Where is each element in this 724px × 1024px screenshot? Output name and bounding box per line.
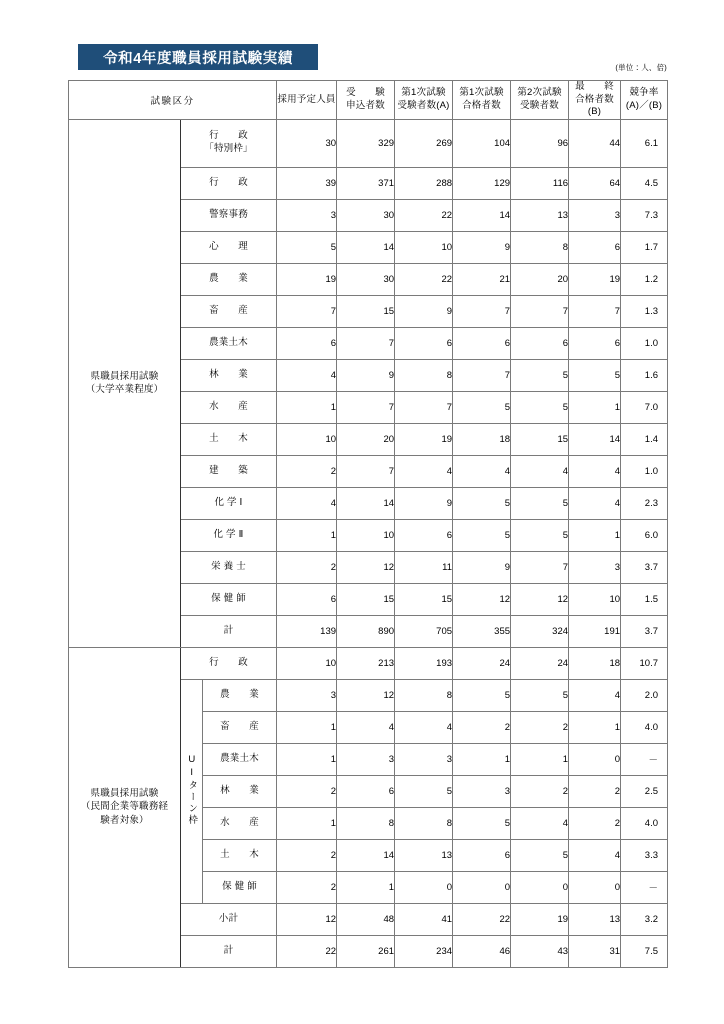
cell-planned: 10 (277, 647, 337, 679)
cell-applicants: 3 (337, 743, 395, 775)
table-header-row (69, 81, 668, 120)
group-label-line1: 県職員採用試験 (90, 370, 159, 382)
cell-first-exam-pass: 9 (453, 231, 511, 263)
cell-first-exam-pass: 1 (453, 743, 511, 775)
cell-planned: 5 (277, 231, 337, 263)
page-title: 令和4年度職員採用試験実績 (78, 44, 318, 70)
group-label-experienced (69, 647, 181, 967)
header-first-exam-takers (395, 81, 453, 120)
cell-second-exam-takers: 2 (511, 711, 569, 743)
cell-first-exam-pass: 5 (453, 807, 511, 839)
cell-first-exam-takers: 5 (395, 775, 453, 807)
cell-first-exam-pass: 355 (453, 615, 511, 647)
cell-second-exam-takers: 43 (511, 935, 569, 967)
cell-first-exam-takers: 288 (395, 167, 453, 199)
cell-category-label (181, 423, 277, 455)
cell-first-exam-takers: 10 (395, 231, 453, 263)
cell-competition-rate: 4.0 (621, 711, 668, 743)
cell-final-pass: 2 (569, 775, 621, 807)
cell-applicants: 48 (337, 903, 395, 935)
cell-second-exam-takers: 20 (511, 263, 569, 295)
cell-planned: 39 (277, 167, 337, 199)
cell-applicants: 371 (337, 167, 395, 199)
cell-second-exam-takers: 12 (511, 583, 569, 615)
cell-first-exam-pass: 24 (453, 647, 511, 679)
cell-category-label (181, 455, 277, 487)
cell-category-label (181, 327, 277, 359)
cell-planned: 6 (277, 583, 337, 615)
cell-category-label (181, 615, 277, 647)
header-rate-line2: (A)／(B) (625, 99, 663, 111)
cell-first-exam-takers: 193 (395, 647, 453, 679)
cell-second-exam-takers: 96 (511, 119, 569, 167)
cell-final-pass: 4 (569, 455, 621, 487)
cell-competition-rate: 2.3 (621, 487, 668, 519)
cell-category-label (181, 119, 277, 167)
cell-first-exam-takers: 3 (395, 743, 453, 775)
group-label-university (69, 119, 181, 647)
cell-first-exam-pass: 21 (453, 263, 511, 295)
cell-first-exam-takers: 4 (395, 711, 453, 743)
cell-category-label (181, 519, 277, 551)
header-first-takers-line2: 受験者数(A) (397, 99, 450, 111)
cell-category-label (181, 263, 277, 295)
category-label-line1: 警察事務 (209, 208, 248, 220)
category-label-line1: 農 業 (209, 272, 248, 284)
cell-applicants: 20 (337, 423, 395, 455)
cell-subtotal-label: 小計 (181, 903, 277, 935)
cell-second-exam-takers: 19 (511, 903, 569, 935)
cell-second-exam-takers: 5 (511, 359, 569, 391)
cell-first-exam-takers: 22 (395, 263, 453, 295)
uturn-vertical-label (181, 679, 203, 903)
cell-second-exam-takers: 5 (511, 839, 569, 871)
cell-planned: 2 (277, 839, 337, 871)
cell-planned: 1 (277, 391, 337, 423)
unit-note: (単位：人、倍) (615, 63, 667, 72)
cell-first-exam-takers: 269 (395, 119, 453, 167)
cell-first-exam-takers: 234 (395, 935, 453, 967)
cell-first-exam-pass: 129 (453, 167, 511, 199)
cell-applicants: 14 (337, 487, 395, 519)
cell-planned: 19 (277, 263, 337, 295)
group-label-line3: 験者対象） (100, 814, 149, 826)
cell-category-label (181, 199, 277, 231)
cell-planned: 6 (277, 327, 337, 359)
category-label-line2: 「特別枠」 (204, 143, 253, 155)
cell-first-exam-takers: 22 (395, 199, 453, 231)
cell-first-exam-pass: 14 (453, 199, 511, 231)
cell-final-pass: 3 (569, 199, 621, 231)
category-label-line1: 栄 養 士 (211, 560, 246, 572)
cell-second-exam-takers: 6 (511, 327, 569, 359)
cell-competition-rate: 7.3 (621, 199, 668, 231)
cell-final-pass: 4 (569, 679, 621, 711)
cell-planned: 2 (277, 775, 337, 807)
group-label-line1: 県職員採用試験 (90, 787, 159, 799)
category-label-line1: 水 産 (209, 400, 248, 412)
cell-final-pass: 13 (569, 903, 621, 935)
cell-planned: 4 (277, 359, 337, 391)
cell-category-label (181, 583, 277, 615)
category-label-line1: 林 業 (209, 368, 248, 380)
cell-category-label: 保 健 師 (203, 871, 277, 903)
header-final-pass (569, 81, 621, 120)
table-row (69, 119, 668, 167)
cell-first-exam-takers: 705 (395, 615, 453, 647)
cell-category-label: 農 業 (203, 679, 277, 711)
cell-applicants: 14 (337, 839, 395, 871)
cell-planned: 3 (277, 199, 337, 231)
cell-planned: 3 (277, 679, 337, 711)
cell-applicants: 329 (337, 119, 395, 167)
cell-first-exam-pass: 0 (453, 871, 511, 903)
cell-category-label (181, 167, 277, 199)
cell-category-label (181, 231, 277, 263)
group-label-line2: （民間企業等職務経 (80, 801, 169, 813)
cell-competition-rate: 1.7 (621, 231, 668, 263)
cell-first-exam-pass: 7 (453, 359, 511, 391)
cell-second-exam-takers: 8 (511, 231, 569, 263)
cell-applicants: 15 (337, 583, 395, 615)
cell-category-label (181, 359, 277, 391)
cell-competition-rate: － (621, 743, 668, 775)
cell-first-exam-pass: 5 (453, 487, 511, 519)
cell-second-exam-takers: 15 (511, 423, 569, 455)
cell-applicants: 1 (337, 871, 395, 903)
header-final-pass-line2: 合格者数(B) (575, 93, 614, 118)
cell-first-exam-pass: 12 (453, 583, 511, 615)
cell-second-exam-takers: 5 (511, 679, 569, 711)
cell-competition-rate: － (621, 871, 668, 903)
header-applicants-line2: 申込者数 (346, 99, 385, 111)
cell-applicants: 890 (337, 615, 395, 647)
cell-applicants: 10 (337, 519, 395, 551)
cell-final-pass: 2 (569, 807, 621, 839)
cell-applicants: 30 (337, 199, 395, 231)
cell-category-label: 農業土木 (203, 743, 277, 775)
cell-second-exam-takers: 116 (511, 167, 569, 199)
cell-first-exam-pass: 2 (453, 711, 511, 743)
cell-first-exam-takers: 8 (395, 359, 453, 391)
cell-competition-rate: 1.4 (621, 423, 668, 455)
cell-competition-rate: 2.0 (621, 679, 668, 711)
cell-planned: 7 (277, 295, 337, 327)
cell-final-pass: 4 (569, 487, 621, 519)
cell-second-exam-takers: 4 (511, 807, 569, 839)
cell-applicants: 4 (337, 711, 395, 743)
header-first-exam-pass (453, 81, 511, 120)
cell-final-pass: 4 (569, 839, 621, 871)
cell-planned: 1 (277, 711, 337, 743)
cell-first-exam-pass: 46 (453, 935, 511, 967)
cell-planned: 22 (277, 935, 337, 967)
cell-applicants: 6 (337, 775, 395, 807)
cell-first-exam-takers: 6 (395, 327, 453, 359)
cell-planned: 2 (277, 871, 337, 903)
cell-second-exam-takers: 0 (511, 871, 569, 903)
cell-first-exam-pass: 9 (453, 551, 511, 583)
cell-final-pass: 3 (569, 551, 621, 583)
cell-final-pass: 1 (569, 711, 621, 743)
cell-category-label (181, 295, 277, 327)
cell-planned: 1 (277, 519, 337, 551)
cell-second-exam-takers: 1 (511, 743, 569, 775)
header-second-takers-line2: 受験者数 (520, 99, 559, 111)
cell-first-exam-takers: 9 (395, 295, 453, 327)
cell-final-pass: 14 (569, 423, 621, 455)
table-body (69, 119, 668, 967)
cell-first-exam-pass: 6 (453, 839, 511, 871)
cell-second-exam-takers: 4 (511, 455, 569, 487)
cell-applicants: 7 (337, 327, 395, 359)
cell-applicants: 213 (337, 647, 395, 679)
cell-first-exam-pass: 4 (453, 455, 511, 487)
cell-competition-rate: 10.7 (621, 647, 668, 679)
cell-planned: 2 (277, 551, 337, 583)
cell-final-pass: 0 (569, 871, 621, 903)
cell-competition-rate: 6.0 (621, 519, 668, 551)
cell-planned: 4 (277, 487, 337, 519)
header-second-takers-line1: 第2次試験 (517, 87, 562, 99)
category-label-line1: 建 築 (209, 464, 248, 476)
cell-final-pass: 31 (569, 935, 621, 967)
cell-first-exam-takers: 8 (395, 807, 453, 839)
cell-applicants: 7 (337, 391, 395, 423)
cell-final-pass: 10 (569, 583, 621, 615)
header-applicants-line1: 受 験 (346, 87, 385, 99)
cell-planned: 1 (277, 807, 337, 839)
cell-first-exam-pass: 18 (453, 423, 511, 455)
cell-applicants: 9 (337, 359, 395, 391)
cell-first-exam-takers: 13 (395, 839, 453, 871)
cell-final-pass: 19 (569, 263, 621, 295)
cell-planned: 12 (277, 903, 337, 935)
cell-second-exam-takers: 324 (511, 615, 569, 647)
cell-second-exam-takers: 7 (511, 551, 569, 583)
cell-first-exam-takers: 15 (395, 583, 453, 615)
header-competition-rate (621, 81, 668, 120)
cell-second-exam-takers: 7 (511, 295, 569, 327)
cell-second-exam-takers: 5 (511, 519, 569, 551)
category-label-line1: 行 政 (209, 130, 248, 142)
cell-first-exam-takers: 41 (395, 903, 453, 935)
cell-competition-rate: 6.1 (621, 119, 668, 167)
category-label-line1: 行 政 (209, 176, 248, 188)
cell-planned: 30 (277, 119, 337, 167)
category-label-line1: 農業土木 (209, 336, 248, 348)
cell-first-exam-takers: 19 (395, 423, 453, 455)
category-label-line1: 計 (223, 624, 234, 636)
cell-second-exam-takers: 5 (511, 487, 569, 519)
cell-final-pass: 64 (569, 167, 621, 199)
cell-competition-rate: 7.0 (621, 391, 668, 423)
cell-second-exam-takers: 24 (511, 647, 569, 679)
category-label-line1: 心 理 (209, 240, 248, 252)
category-label-line1: 保 健 師 (211, 592, 246, 604)
cell-final-pass: 1 (569, 391, 621, 423)
cell-first-exam-takers: 0 (395, 871, 453, 903)
cell-category-label (181, 391, 277, 423)
cell-competition-rate: 3.2 (621, 903, 668, 935)
cell-first-exam-pass: 5 (453, 679, 511, 711)
cell-planned: 10 (277, 423, 337, 455)
cell-category-label: 行 政 (181, 647, 277, 679)
cell-competition-rate: 1.2 (621, 263, 668, 295)
header-final-pass-line1: 最 終 (575, 81, 614, 92)
cell-first-exam-takers: 6 (395, 519, 453, 551)
header-first-takers-line1: 第1次試験 (401, 87, 446, 99)
category-label-line1: 畜 産 (209, 304, 248, 316)
cell-planned: 139 (277, 615, 337, 647)
cell-category-label (181, 487, 277, 519)
cell-final-pass: 5 (569, 359, 621, 391)
cell-first-exam-takers: 4 (395, 455, 453, 487)
cell-competition-rate: 1.0 (621, 455, 668, 487)
header-category: 試験区分 (69, 81, 277, 120)
cell-second-exam-takers: 2 (511, 775, 569, 807)
cell-final-pass: 191 (569, 615, 621, 647)
cell-first-exam-pass: 3 (453, 775, 511, 807)
header-rate-line1: 競争率 (629, 87, 659, 99)
cell-final-pass: 18 (569, 647, 621, 679)
table-row (69, 647, 668, 679)
category-label-line1: 化 学 Ⅰ (214, 496, 243, 508)
cell-category-label: 土 木 (203, 839, 277, 871)
category-label-line1: 土 木 (209, 432, 248, 444)
uturn-vertical-label-text: UIターン枠 (186, 753, 198, 826)
cell-first-exam-pass: 104 (453, 119, 511, 167)
cell-competition-rate: 1.0 (621, 327, 668, 359)
cell-first-exam-pass: 6 (453, 327, 511, 359)
cell-first-exam-pass: 5 (453, 391, 511, 423)
header-second-exam-takers (511, 81, 569, 120)
cell-final-pass: 1 (569, 519, 621, 551)
cell-first-exam-takers: 9 (395, 487, 453, 519)
header-first-pass-line1: 第1次試験 (459, 87, 504, 99)
cell-competition-rate: 4.0 (621, 807, 668, 839)
cell-first-exam-pass: 22 (453, 903, 511, 935)
header-planned: 採用予定人員 (277, 81, 337, 120)
cell-applicants: 8 (337, 807, 395, 839)
category-label-line1: 化 学 Ⅱ (213, 528, 244, 540)
cell-first-exam-takers: 11 (395, 551, 453, 583)
cell-competition-rate: 1.5 (621, 583, 668, 615)
cell-competition-rate: 3.3 (621, 839, 668, 871)
cell-competition-rate: 1.6 (621, 359, 668, 391)
cell-applicants: 261 (337, 935, 395, 967)
cell-planned: 2 (277, 455, 337, 487)
cell-category-label: 林 業 (203, 775, 277, 807)
cell-second-exam-takers: 13 (511, 199, 569, 231)
cell-first-exam-takers: 8 (395, 679, 453, 711)
cell-competition-rate: 7.5 (621, 935, 668, 967)
header-first-pass-line2: 合格者数 (462, 99, 501, 111)
cell-applicants: 7 (337, 455, 395, 487)
cell-applicants: 30 (337, 263, 395, 295)
cell-final-pass: 0 (569, 743, 621, 775)
cell-final-pass: 7 (569, 295, 621, 327)
cell-applicants: 12 (337, 679, 395, 711)
cell-category-label: 水 産 (203, 807, 277, 839)
cell-first-exam-pass: 5 (453, 519, 511, 551)
cell-final-pass: 6 (569, 327, 621, 359)
results-table-wrapper (68, 80, 667, 968)
cell-category-label: 畜 産 (203, 711, 277, 743)
exam-results-table (68, 80, 668, 968)
cell-second-exam-takers: 5 (511, 391, 569, 423)
cell-competition-rate: 1.3 (621, 295, 668, 327)
cell-planned: 1 (277, 743, 337, 775)
cell-competition-rate: 3.7 (621, 615, 668, 647)
cell-applicants: 12 (337, 551, 395, 583)
cell-competition-rate: 3.7 (621, 551, 668, 583)
cell-category-label (181, 551, 277, 583)
group-label-line2: （大学卒業程度） (85, 384, 164, 396)
cell-competition-rate: 2.5 (621, 775, 668, 807)
cell-final-pass: 6 (569, 231, 621, 263)
cell-final-pass: 44 (569, 119, 621, 167)
header-applicants (337, 81, 395, 120)
cell-total-label: 計 (181, 935, 277, 967)
cell-first-exam-pass: 7 (453, 295, 511, 327)
cell-applicants: 14 (337, 231, 395, 263)
cell-first-exam-takers: 7 (395, 391, 453, 423)
cell-applicants: 15 (337, 295, 395, 327)
cell-competition-rate: 4.5 (621, 167, 668, 199)
